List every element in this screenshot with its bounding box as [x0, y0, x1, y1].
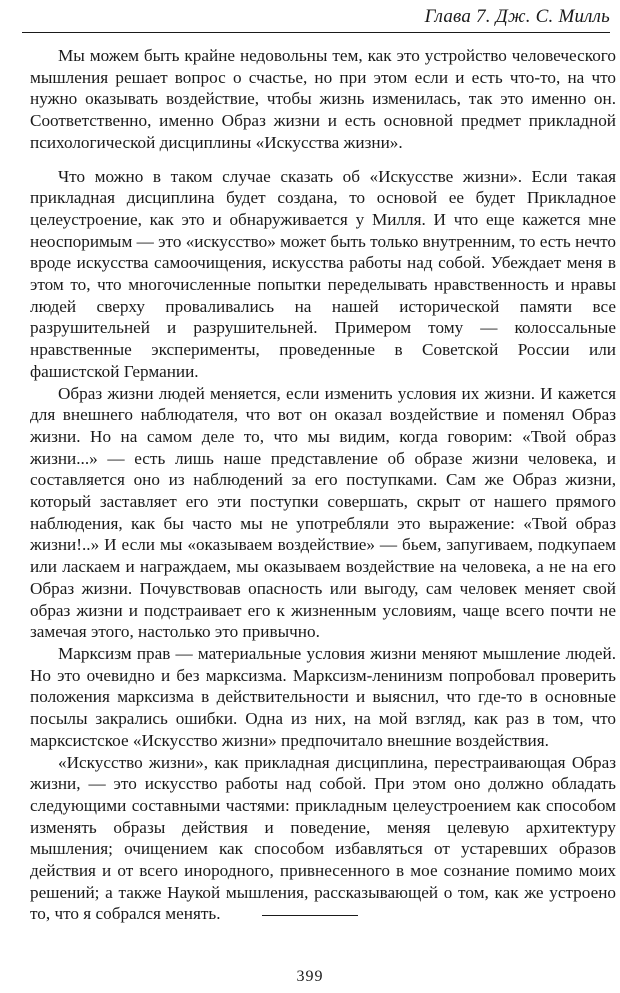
page-number: 399 — [296, 968, 324, 985]
chapter-title: Глава 7. Дж. С. Милль — [424, 6, 610, 27]
paragraph: «Искусство жизни», как прикладная дисциплина, перестраивающая Образ жизни, — это искусство работы над собой. При этом оно должно обладать следующими составными частями: прикладным целеустроением как способом изменять образы действия и поведение, меняя целевую архитектуру мышления; очищением как способом избавляться от устаревших образов действия и от всего инородного, привнесенного в мое сознание помимо моих решений; а также Наукой мышления, рассказывающей о том, как же устроено то, что я собрался менять. — [30, 752, 616, 924]
paragraph: Мы можем быть крайне недовольны тем, как это устройство человеческого мышления решает вопрос о счастье, но при этом если и есть что-то, на что нужно оказывать воздействие, чтобы жизнь изменилась, так это именно он. Соответственно, именно Образ жизни и есть основной предмет прикладной психологической дисциплины «Искусства жизни». — [30, 46, 616, 152]
paragraph: Что можно в таком случае сказать об «Искусстве жизни». Если такая прикладная дисциплина будет создана, то основой ее будет Прикладное целеустроение, как это и обнаруживается у Милля. И что еще кажется мне неоспоримым — это «искусство» может быть только внутренним, то есть нечто вроде искусства самоочищения, искусства работы над собой. Убеждает меня в этом то, что многочисленные попытки переделывать нравственность и нравы людей сверху проваливались на нашей исторической памяти все разрушительней и разрушительней. Примером тому — колоссальные нравственные эксперименты, проведенные в Советской России или фашистской Германии. — [30, 166, 616, 381]
page-body — [30, 45, 616, 925]
running-header — [22, 4, 610, 33]
section-divider — [262, 915, 358, 916]
paragraph: Образ жизни людей меняется, если изменить условия их жизни. И кажется для внешнего наблюдателя, что вот он оказал воздействие и поменял Образ жизни. Но на самом деле то, что мы видим, когда говорим: «Твой образ жизни...» — есть лишь наше представление об образе жизни человека, и составляется оно из наблюдений за его поступками. Сам же Образ жизни, который заставляет его эти поступки совершать, скрыт от нашего прямого наблюдения, как бы часто мы не употребляли это выражение: «Твой образ жизни!..» И если мы «оказываем воздействие» — бьем, запугиваем, подкупаем или ласкаем и награждаем, мы оказываем воздействие на человека, а не на его Образ жизни. Почувствовав опасность или выгоду, сам человек меняет свой образ жизни и подстраивает его к жизненным условиям, чаще всего почти не замечая этого, настолько это привычно. — [30, 383, 616, 642]
paragraph: Марксизм прав — материальные условия жизни меняют мышление людей. Но это очевидно и без марксизма. Марксизм-ленинизм попробовал проверить положения марксизма в действительности и выяснил, что где-то в основные посылы закрались ошибки. Одна из них, на мой взгляд, как раз в том, что марксистское «Искусство жизни» предпочитало внешние воздействия. — [30, 643, 616, 750]
